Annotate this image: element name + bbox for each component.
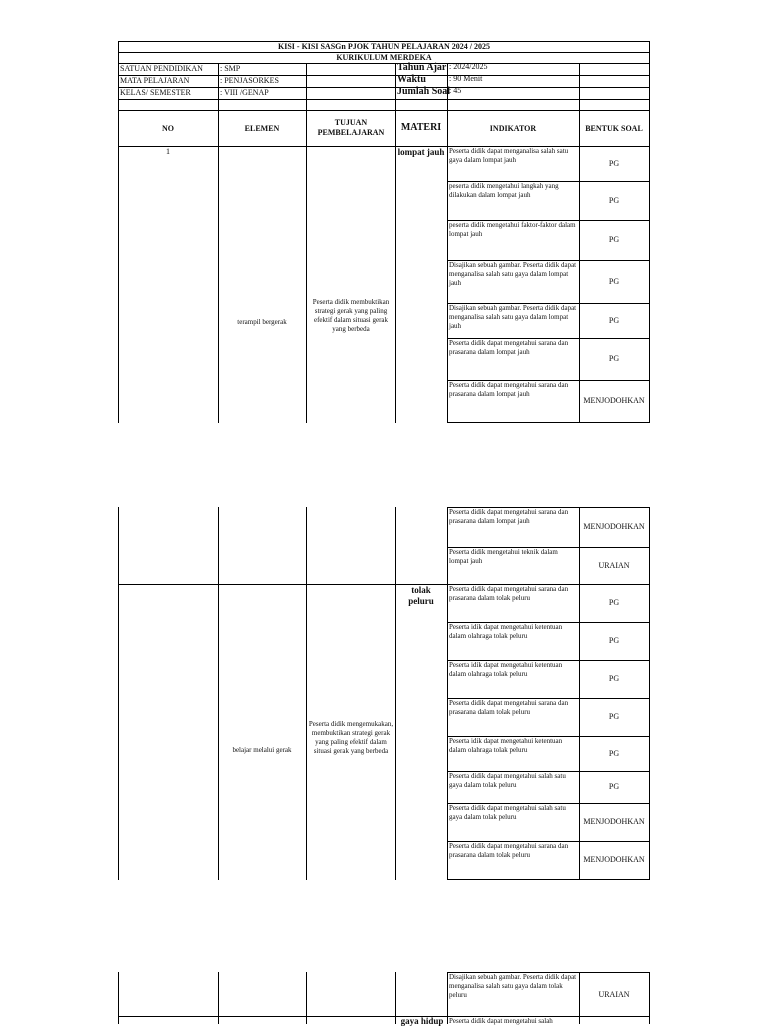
bentuk-cell: PG (608, 316, 620, 325)
rule (118, 507, 119, 880)
rule (447, 841, 650, 842)
indikator-cell: peserta didik mengetahui faktor-faktor dalam lompat jauh (449, 221, 576, 238)
rule (447, 380, 650, 381)
rule (447, 736, 650, 737)
elemen-cell: terampil bergerak (237, 318, 287, 326)
col-bentuk: BENTUK SOAL (585, 124, 643, 133)
bentuk-cell: MENJODOHKAN (583, 817, 645, 826)
rule (395, 63, 396, 423)
rule (118, 87, 650, 88)
bentuk-cell: PG (608, 782, 620, 791)
col-no: NO (162, 124, 174, 133)
rule (447, 622, 650, 623)
rule (118, 99, 650, 100)
rule (447, 63, 448, 423)
rule (306, 507, 307, 880)
indikator-cell: Peserta didik mengetahui teknik dalam lompat jauh (449, 548, 558, 565)
rule (118, 75, 650, 76)
doc-title: KISI - KISI SASGn PJOK TAHUN PELAJARAN 2024 / 2025 (278, 42, 490, 51)
bentuk-cell: PG (608, 354, 620, 363)
rule (447, 338, 650, 339)
waktu-value: : 90 Menit (449, 74, 483, 83)
materi-cell-2: tolak peluru (408, 585, 434, 606)
kelas-label: KELAS/ SEMESTER (120, 88, 191, 97)
tahun-value: : 2024/2025 (449, 62, 488, 71)
indikator-cell: Peserta didik dapat mengetahui salah satu gaya dalam tolak peluru (449, 772, 566, 789)
indikator-cell: Disajikan sebuah gambar. Peserta didik dapat menganalisa salah satu gaya dalam lompat jauh (449, 304, 577, 330)
indikator-cell: Peserta didik dapat mengetahui sarana dan prasarana dalam tolak peluru (449, 699, 569, 716)
indikator-cell: Peserta idik dapat mengetahui ketentuan dalam olahraga tolak peluru (449, 737, 563, 754)
bentuk-cell: PG (608, 636, 620, 645)
rule (395, 507, 396, 880)
rule (447, 422, 650, 423)
bentuk-cell: PG (608, 277, 620, 286)
rule (447, 220, 650, 221)
materi-cell-3: gaya hidup (400, 1016, 444, 1026)
rule (447, 507, 448, 880)
rule (447, 879, 650, 880)
rule (447, 181, 650, 182)
rule (649, 41, 650, 423)
satuan-value: : SMP (220, 64, 241, 73)
mapel-label: MATA PELAJARAN (120, 76, 190, 85)
bentuk-cell: PG (608, 674, 620, 683)
col-materi: MATERI (400, 122, 442, 133)
rule (447, 803, 650, 804)
tujuan-cell-2: Peserta didik mengemukakan, membuktikan strategi gerak yang paling efektif dalam situasi gerak yang berbeda (308, 720, 394, 755)
rule (447, 771, 650, 772)
tahun-label: Tahun Ajar (397, 62, 447, 73)
indikator-cell: Disajikan sebuah gambar. Peserta didik dapat menganalisa salah satu gaya dalam tolak peluru (449, 973, 577, 999)
rule (118, 110, 650, 111)
indikator-cell: Peserta idik dapat mengetahui ketentuan dalam olahraga tolak peluru (449, 661, 563, 678)
rule (447, 698, 650, 699)
satuan-label: SATUAN PENDIDIKAN (120, 64, 203, 73)
indikator-cell: Peserta didik dapat mengetahui sarana dan prasarana dalam lompat jauh (449, 508, 569, 525)
rule (218, 507, 219, 880)
rule (447, 303, 650, 304)
rule (218, 63, 219, 423)
rule (447, 660, 650, 661)
bentuk-cell: URAIAN (598, 561, 630, 570)
indikator-cell: Peserta didik dapat mengetahui sarana dan prasarana dalam tolak peluru (449, 585, 569, 602)
materi-cell: lompat jauh (397, 147, 445, 157)
rule (447, 260, 650, 261)
rule (118, 41, 119, 423)
rule (447, 547, 650, 548)
col-indikator: INDIKATOR (489, 124, 537, 133)
waktu-label: Waktu (397, 74, 426, 85)
jumlah-value: : 45 (449, 86, 462, 95)
jumlah-label: Jumlah Soal (397, 86, 451, 97)
indikator-cell: Disajikan sebuah gambar. Peserta didik dapat menganalisa salah satu gaya dalam lompat jauh (449, 261, 577, 287)
bentuk-cell: PG (608, 196, 620, 205)
indikator-cell: peserta didik mengetahui langkah yang dilakukan dalam lompat jauh (449, 182, 559, 199)
doc-subtitle: KURIKULUM MERDEKA (336, 53, 432, 62)
row-number: 1 (166, 147, 170, 156)
tujuan-cell: Peserta didik membuktikan strategi gerak yang paling efektif dalam situasi gerak yang berbeda (312, 298, 390, 333)
mapel-value: : PENJASORKES (220, 76, 279, 85)
bentuk-cell: PG (608, 598, 620, 607)
bentuk-cell: MENJODOHKAN (583, 855, 645, 864)
bentuk-cell: PG (608, 712, 620, 721)
bentuk-cell: MENJODOHKAN (583, 522, 645, 531)
elemen-cell-2: belajar melalui gerak (232, 746, 292, 754)
indikator-cell: Peserta didik dapat mengetahui sarana dan prasarana dalam tolak peluru (449, 842, 569, 859)
bentuk-cell: MENJODOHKAN (583, 396, 645, 405)
indikator-cell: Peserta didik dapat mengetahui salah satu gaya dalam tolak peluru (449, 804, 566, 821)
kelas-value: : VIII /GENAP (220, 88, 269, 97)
rule (649, 507, 650, 880)
bentuk-cell: URAIAN (598, 990, 630, 999)
bentuk-cell: PG (608, 749, 620, 758)
indikator-cell: Peserta didik dapat mengetahui sarana dan prasarana dalam lompat jauh (449, 381, 569, 398)
bentuk-cell: PG (608, 235, 620, 244)
rule (306, 63, 307, 423)
bentuk-cell: PG (608, 159, 620, 168)
indikator-cell: Peserta didik dapat mengetahui sarana dan prasarana dalam lompat jauh (449, 339, 569, 356)
col-tujuan: TUJUAN PEMBELAJARAN (317, 118, 385, 137)
indikator-cell: Peserta didik dapat mengetahui salah (449, 1017, 553, 1025)
col-elemen: ELEMEN (244, 124, 280, 133)
indikator-cell: Peserta idik dapat mengetahui ketentuan dalam olahraga tolak peluru (449, 623, 563, 640)
indikator-cell: Peserta didik dapat menganalisa salah satu gaya dalam lompat jauh (449, 147, 569, 164)
